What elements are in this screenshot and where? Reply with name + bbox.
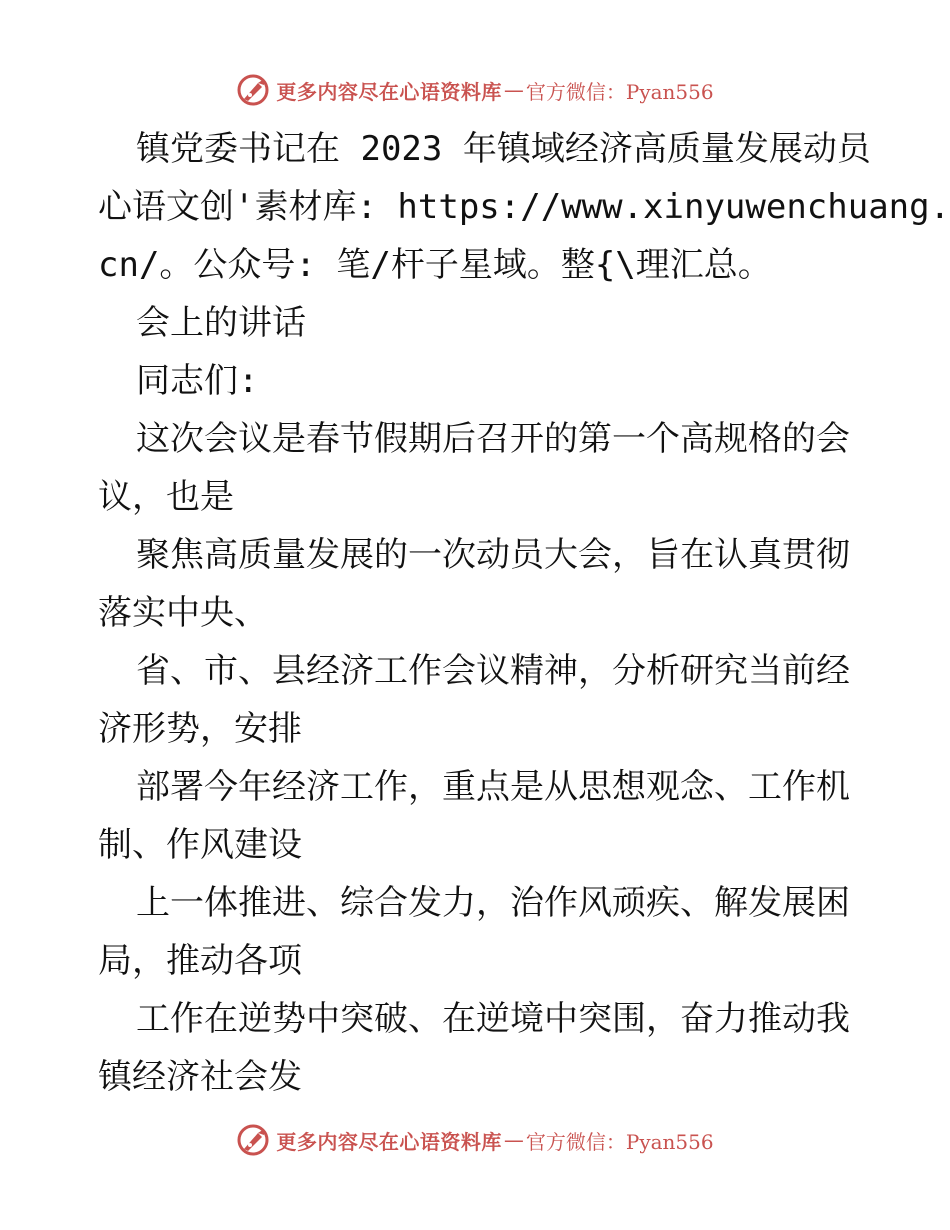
pen-nib-logo-icon xyxy=(236,1123,270,1157)
body-line: 局，推动各项 xyxy=(98,941,302,981)
banner-site-name: 更多内容尽在心语资料库 xyxy=(276,1129,502,1154)
banner-site-name: 更多内容尽在心语资料库 xyxy=(276,79,502,104)
body-line: 聚焦高质量发展的一次动员大会，旨在认真贯彻 xyxy=(136,535,850,575)
body-line: 会上的讲话 xyxy=(136,303,306,343)
document-body xyxy=(98,120,950,1106)
body-line: 落实中央、 xyxy=(98,593,268,633)
banner-dash: — xyxy=(503,78,524,102)
body-line: 制、作风建设 xyxy=(98,825,302,865)
footer-banner xyxy=(0,1118,950,1162)
pen-nib-logo-icon xyxy=(236,73,270,107)
body-line: 济形势，安排 xyxy=(98,709,302,749)
body-line: 工作在逆势中突破、在逆境中突围，奋力推动我 xyxy=(136,999,850,1039)
banner-dash: — xyxy=(503,1128,524,1152)
body-line: 议，也是 xyxy=(98,477,234,517)
body-line: 这次会议是春节假期后召开的第一个高规格的会 xyxy=(136,419,850,459)
body-line: 省、市、县经济工作会议精神，分析研究当前经 xyxy=(136,651,850,691)
body-line: 心语文创'素材库: https://www.xinyuwenchuang. xyxy=(98,187,950,227)
body-line: 镇党委书记在 2023 年镇域经济高质量发展动员 xyxy=(136,129,871,169)
banner-wechat: 官方微信：Pyan556 xyxy=(525,1129,714,1154)
body-line: 上一体推进、综合发力，治作风顽疾、解发展困 xyxy=(136,883,850,923)
banner-wechat: 官方微信：Pyan556 xyxy=(525,79,714,104)
body-line: cn/。公众号: 笔/杆子星域。整{\理汇总。 xyxy=(98,245,772,285)
body-line: 同志们: xyxy=(136,361,259,401)
body-line: 部署今年经济工作，重点是从思想观念、工作机 xyxy=(136,767,850,807)
header-banner xyxy=(0,68,950,112)
body-line: 镇经济社会发 xyxy=(98,1057,302,1097)
